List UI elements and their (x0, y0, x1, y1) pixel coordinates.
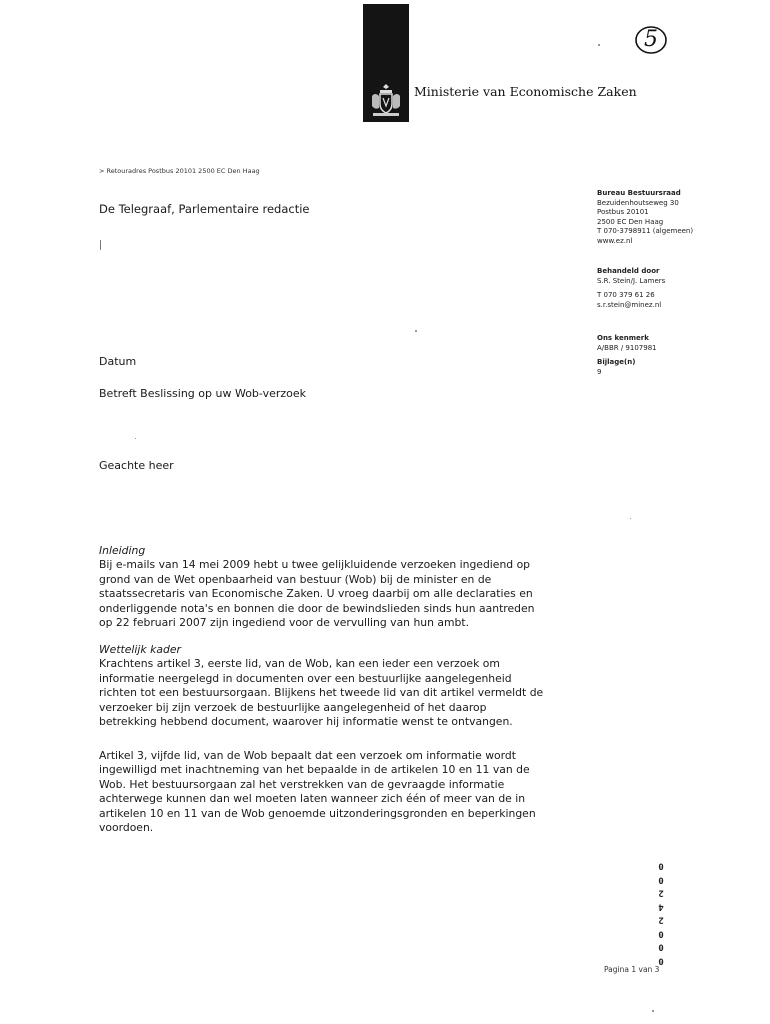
legal-heading: Wettelijk kader (99, 643, 181, 656)
legal-line: richten tot een bestuursorgaan. Blijkens het tweede lid van dit artikel vermeldt de (99, 686, 544, 700)
return-address: > Retouradres Postbus 20101 2500 EC Den Haag (99, 167, 260, 175)
handled-line: S.R. Stein/J. Lamers (597, 276, 666, 285)
bureau-heading: Bureau Bestuursraad (597, 189, 681, 197)
handled-heading: Behandeld door (597, 267, 660, 275)
date-label: Datum (99, 355, 137, 368)
stamp-digit: 0 (658, 874, 664, 884)
intro-line: onderliggende nota's en bonnen die door de bewindslieden sinds hun aantreden (99, 601, 535, 615)
scan-speck (135, 438, 136, 439)
scan-speck (598, 44, 600, 46)
sidebar-bureau (597, 189, 693, 246)
salutation: Geachte heer (99, 459, 174, 472)
page-indicator: Pagina 1 van 3 (604, 965, 660, 974)
stamp-digit: 2 (658, 887, 664, 898)
bureau-line: Postbus 20101 (597, 208, 649, 216)
bureau-line: www.ez.nl (597, 236, 633, 245)
intro-line: staatssecretaris van Economische Zaken. U vroeg daarbij om alle declaraties en (99, 587, 533, 601)
legal-line: Krachtens artikel 3, eerste lid, van de Wob, kan een ieder een verzoek om (99, 657, 500, 671)
ministry-name: Ministerie van Economische Zaken (414, 84, 637, 99)
subject-line: Betreft Beslissing op uw Wob-verzoek (99, 387, 307, 400)
art3-line: ingewilligd met inachtneming van het bepaalde in de artikelen 10 en 11 van de (99, 763, 530, 777)
legal-line: verzoeker bij zijn verzoek de bestuurlijke aangelegenheid of het daarop (99, 700, 487, 714)
stamp-digit: 0 (658, 941, 664, 952)
ref-heading: Ons kenmerk (597, 334, 649, 342)
stamp-digit: 2 (658, 914, 664, 925)
intro-line: Bij e-mails van 14 mei 2009 hebt u twee gelijkluidende verzoeken ingediend op (99, 558, 531, 572)
sidebar-reference (597, 334, 657, 377)
stamp-digit: 0 (658, 955, 664, 965)
attachments-value: 9 (597, 367, 602, 376)
scan-speck (100, 240, 101, 250)
handled-line: s.r.stein@minez.nl (597, 300, 662, 309)
art3-line: Artikel 3, vijfde lid, van de Wob bepaalt dat een verzoek om informatie wordt (99, 749, 516, 762)
bureau-line: 2500 EC Den Haag (597, 217, 664, 226)
document-number-stamp (655, 858, 667, 966)
bureau-line: Bezuidenhoutseweg 30 (597, 198, 679, 207)
intro-heading: Inleiding (99, 544, 146, 557)
art3-line: Wob. Het bestuursorgaan zal het verstrekken van de gevraagde informatie (99, 777, 505, 791)
attachments-heading: Bijlage(n) (597, 358, 636, 366)
scan-speck (415, 330, 417, 332)
intro-section (99, 544, 579, 630)
scan-speck (630, 518, 631, 519)
art3-line: artikelen 10 en 11 van de Wob genoemde uitzonderingsgronden en beperkingen (99, 806, 536, 820)
ministry-logo-bar (363, 4, 409, 122)
intro-line: grond van de Wet openbaarheid van bestuur (Wob) bij de minister en de (99, 572, 492, 586)
art3-line: voordoen. (99, 821, 154, 835)
article-3-paragraph (99, 749, 579, 835)
legal-line: betrekking hebbend document, waarover hij informatie wenst te ontvangen. (99, 715, 513, 729)
legal-line: informatie neergelegd in documenten over een bestuurlijke aangelegenheid (99, 671, 512, 685)
handwritten-page-stamp (634, 24, 668, 56)
intro-line: op 22 februari 2007 zijn ingediend voor de vervulling van hun ambt. (99, 616, 470, 630)
stamp-digit: 4 (658, 901, 664, 911)
sidebar-handled-by (597, 267, 665, 310)
recipient: De Telegraaf, Parlementaire redactie (99, 202, 310, 216)
handled-line: T 070 379 61 26 (597, 291, 655, 299)
art3-line: achterwege kunnen dan wel moeten laten wanneer zich één of meer van de in (99, 792, 526, 806)
stamp-digit: 0 (658, 860, 664, 871)
stamp-number: 5 (644, 27, 658, 52)
scan-speck (652, 1010, 654, 1012)
legal-framework-section (99, 643, 579, 729)
ref-value: A/BBR / 9107981 (597, 343, 657, 352)
stamp-digit: 0 (658, 928, 664, 938)
coat-of-arms-icon (370, 82, 402, 118)
bureau-line: T 070-3798911 (algemeen) (597, 227, 694, 235)
